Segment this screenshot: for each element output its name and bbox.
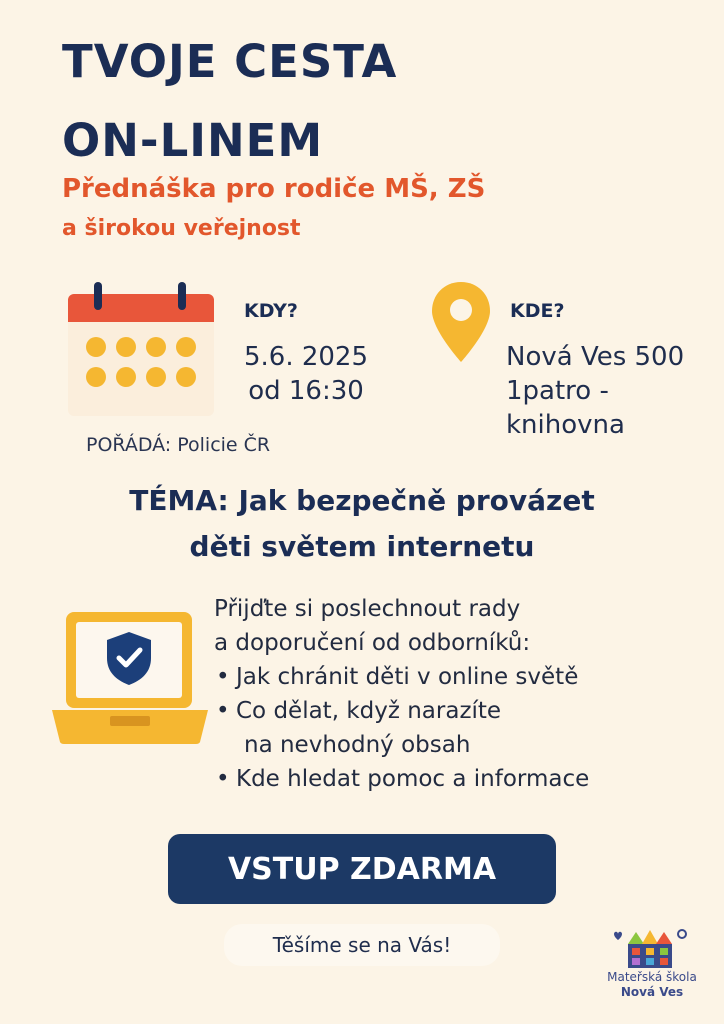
theme-heading (40, 478, 684, 570)
title-line-1: TVOJE CESTA (62, 35, 398, 88)
laptop-shield-icon (52, 610, 208, 746)
where-details (506, 340, 684, 442)
subtitle-line-2: a širokou veřejnost (62, 216, 301, 241)
list-item-text: Co dělat, když narazíte (236, 698, 502, 724)
logo-line-2: Nová Ves (620, 985, 684, 999)
subtitle-line-1: Přednáška pro rodiče MŠ, ZŠ (62, 174, 486, 204)
list-item-continuation: na nevhodný obsah (244, 732, 471, 758)
description (214, 592, 589, 796)
logo-line-1: Mateřská škola (607, 970, 697, 984)
title-line-2: ON-LINEM (62, 114, 324, 167)
location-pin-icon (430, 280, 492, 364)
when-details (242, 340, 370, 408)
calendar-icon (64, 280, 218, 418)
free-entry-banner: VSTUP ZDARMA (168, 834, 556, 904)
school-logo-icon (610, 922, 690, 970)
theme-line-1: TÉMA: Jak bezpečně provázet (129, 484, 595, 517)
when-label: KDY? (244, 300, 298, 322)
organizer: POŘÁDÁ: Policie ČR (86, 434, 271, 456)
page-title (62, 22, 397, 180)
where-label: KDE? (510, 300, 565, 322)
address-line-2: 1patro - (506, 376, 609, 406)
description-intro-2: a doporučení od odborníků: (214, 630, 531, 656)
subtitle (62, 172, 485, 246)
address-line-3: knihovna (506, 410, 625, 440)
address-line-1: Nová Ves 500 (506, 342, 685, 372)
topics-list (214, 660, 589, 796)
list-item: • Kde hledat pomoc a informace (214, 762, 589, 796)
greeting: Těšíme se na Vás! (224, 924, 500, 966)
description-intro-1: Přijďte si poslechnout rady (214, 596, 521, 622)
list-item (214, 694, 589, 762)
event-time: od 16:30 (248, 376, 364, 406)
school-logo-text (596, 970, 708, 1000)
event-date: 5.6. 2025 (243, 342, 369, 372)
theme-line-2: děti světem internetu (189, 530, 535, 563)
list-item: • Jak chránit děti v online světě (214, 660, 589, 694)
